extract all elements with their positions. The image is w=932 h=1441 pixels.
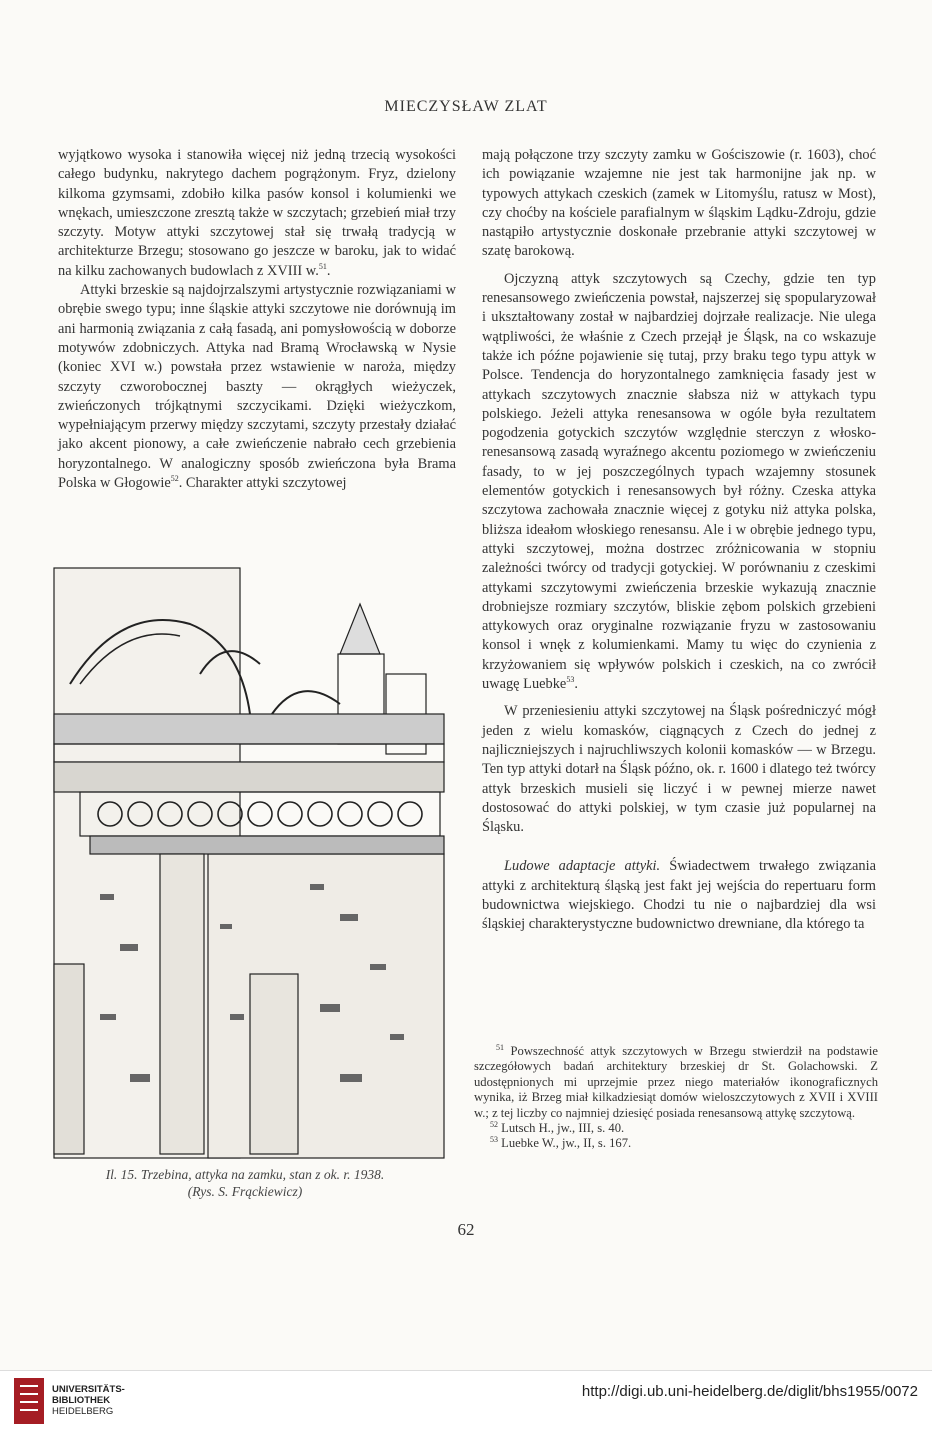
left-column	[58, 146, 456, 493]
attic-illustration	[40, 564, 456, 1164]
running-header: MIECZYSŁAW ZLAT	[384, 98, 548, 115]
caption-line-1: Il. 15. Trzebina, attyka na zamku, stan z ok. r. 1938.	[105, 1167, 385, 1182]
right-paragraph-3: W przeniesieniu attyki szczytowej na Śląsk pośredniczyć mógł jeden z wielu komasków, ciągnących z Czech do jednej z najliczniejszych i najruchliwszych kolonii komasków — w Brzegu. Ten typ attyki dotarł na Śląsk późno, ok. r. 1600 i dlatego też twórcy attyk brzeskich musieli się liczyć i w pewnej mierze nawet dostosować do attyki polskiej, w tym czasie już popularnej na Śląsku.	[482, 703, 876, 836]
page-number: 62	[457, 1220, 475, 1239]
left-paragraph-2: Attyki brzeskie są najdojrzalszymi artystycznie rozwiązaniami w obrębie swego typu; inne śląskie attyki szczytowe nie dorównują im ani harmonią związania z całą fasadą, ani pomysłowością w doborze motywów zdobniczych. Attyka nad Bramą Wrocławską w Nysie (koniec XVI w.) powstała przez wstawienie w naroża, między szczyty czworobocznej baszty — okrągłych wieżyczek, zwieńczonych trójkątnymi szczycikami. Dzięki wieżyczkom, wypełniającym przerwy między szczytami, szczyty przestały działać jako akcent pionowy, a całe zwieńczenie nabrało cech grzebienia horyzontalnego. W analogiczny sposób zwieńczona była Brama Polska w Głogowie$^{52}$. Charakter attyki szczytowej	[58, 282, 456, 492]
section-heading: Ludowe adaptacje attyki.	[504, 858, 661, 875]
right-paragraph-4: Ludowe adaptacje attyki. Świadectwem trwałego związania attyki z architekturą śląską jest fakt jej wejścia do repertuaru form budownictwa wiejskiego. Chodzi tu nie o najbardziej dla wsi śląskiej charakterystyczne budownictwo drewniane, dla którego ta	[482, 858, 876, 933]
university-library-logo-icon[interactable]	[10, 1376, 48, 1426]
right-paragraph-2: Ojczyzną attyk szczytowych są Czechy, gdzie ten typ renesansowego zwieńczenia powstał, najszerzej się spopularyzował i ukształtowany został w najbardziej dojrzałe realizacje. Nie ulega wątpliwości, że właśnie z Czech przejął je Śląsk, na co wskazuje także ich późne pojawienie się tutaj, przy braku tego typu attyk w Polsce. Tendencja do horyzontalnego zamknięcia fasady jest w attykach szczytowych znacznie słabsza niż w attykach typu polskiego. Jeżeli attyka renesansowa w ogóle była rezultatem pogodzenia gotyckich szczytów względnie sterczyn z włosko-renesansową zasadą wyraźnego akcentu poziomego w zwieńczeniu fasady, to w jej poszczególnych typach wzajemny stosunek elementów gotyckich i renesansowych był różny. Czeska attyka szczytowa zachowała znacznie więcej z gotyku niż attyka polska, bliższa ideałom włoskiego renesansu. Ale i w obrębie jednego typu, attyki szczytowej, można dostrzec zróżnicowania w stopniu zależności twórcy od tradycji gotyckiej. W porównaniu z czeskimi attykami szczytowymi zwieńczenia brzeskie wykazują znacznie drobniejsze rozmiary szczytów, bliskie zębom polskich grzebieni attykowych oraz oryginalne rozwiązanie fryzu w zastosowaniu konsol i wnęk z kolumienkami. Mamy tu więc do czynienia z krzyżowaniem się wpływów polskich i czeskich, na co zwrócił uwagę Luebke$^{53}$.	[482, 270, 876, 693]
caption-line-2: (Rys. S. Frąckiewicz)	[187, 1184, 303, 1199]
source-url-link[interactable]: http://digi.ub.uni-heidelberg.de/diglit/bhs1955/0072	[581, 1383, 918, 1400]
figure-caption	[30, 1166, 460, 1200]
footnote-ref-52: 52	[170, 474, 179, 484]
right-paragraph-1: mają połączone trzy szczyty zamku w Gościszowie (r. 1603), choć ich powiązanie wzajemne nie jest tak harmonijne jak np. w typowych attykach czeskich (zamek w Litomyślu, ratusz w Most), czy choćby na kościele parafialnym w śląskim Lądku-Zdroju, gdzie nastąpiło artystycznie doskonałe przebranie attyki szczytowej w szatę barokową.	[482, 147, 876, 260]
footnote-52: $^{52}$ Lutsch H., jw., III, s. 40.	[490, 1119, 625, 1136]
footnote-53: $^{53}$ Luebke W., jw., II, s. 167.	[490, 1135, 632, 1151]
footnote-51: $^{51}$ Powszechność attyk szczytowych w Brzegu stwierdził na podstawie szczegółowych badań architektury brzeskiej dr St. Golachowski. Z udostępnionych mi uprzejmie przez niego materiałów ikonograficznych wynika, iż Brzeg miał kilkadziesiąt domów wieloszczytowych z XVII i XVIII w.; z tej liczby co najmniej dziesięć posiada renesansową attykę szczytową.	[474, 1042, 878, 1120]
footnote-ref-53: 53	[566, 675, 575, 685]
right-column	[482, 146, 876, 935]
library-name[interactable]: UNIVERSITÄTS- BIBLIOTHEK HEIDELBERG	[52, 1384, 125, 1417]
left-paragraph-1: wyjątkowo wysoka i stanowiła więcej niż jedną trzecią wysokości całego budynku, nakrytego dachem pogrążonym. Fryz, dzielony kilkoma gzymsami, zdobiło kilka pasów konsol i kolumienki we wnękach, umieszczone zresztą także w szczytach; grzebień miał trzy szczyty. Motyw attyki szczytowej stał się trwałą tradycją w architekturze Brzegu; stosowano go jeszcze w baroku, jak to widać na kilku zachowanych budowlach z XVIII w.$^{51}$.	[58, 147, 456, 279]
footnotes	[474, 1044, 878, 1152]
footer-bar	[0, 1370, 932, 1441]
footnote-ref-51: 51	[318, 261, 327, 271]
